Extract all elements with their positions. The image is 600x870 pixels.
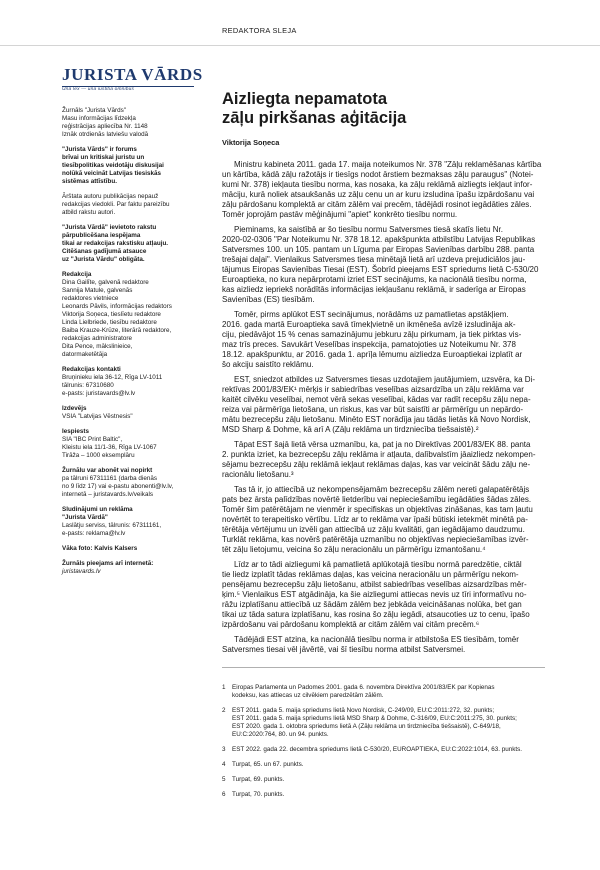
paragraph-line: ķim.⁵ Vienlaikus EST atgādināja, ka šie aizliegumi attiecas nevis uz tīri informatīvu no- xyxy=(222,590,527,599)
paragraph-line: un kārtība, kādā zāļu ražotājs ir tiesīgs nodot ārstiem bezmaksas zāļu paraugus" (Notei- xyxy=(222,170,534,179)
masthead-line: Izdevējs xyxy=(62,405,87,412)
masthead-line: Iespiests xyxy=(62,428,89,435)
footnote-line: EST 2011. gada 5. maija spriedums lietā MSD Sharp & Dohme, C-316/09, EU:C:2011:275, 30. punkts; xyxy=(232,715,517,722)
masthead-line: "Jurista Vārdā" xyxy=(62,514,108,521)
masthead-line: Masu informācijas līdzekļa xyxy=(62,115,136,122)
header-divider xyxy=(0,45,600,46)
paragraph-line: 18.12. apakšpunktu, ar 2016. gada 1. aprīļa lēmumu aizliedza Euroaptiekai izplatīt ar xyxy=(222,350,523,359)
footnote xyxy=(222,791,545,799)
masthead-line: Laslātju serviss, tālrunis: 67311161, xyxy=(62,522,162,529)
masthead-line: Vāka foto: Kalvis Kalsers xyxy=(62,545,138,552)
paragraph-line: Tomēr joprojām pastāv mēģinājumi "apiet" konkrēto tiesību normu. xyxy=(222,210,458,219)
masthead-line: redakcijas viedokli. Par faktu pareizību xyxy=(62,201,170,208)
footnote-line xyxy=(222,746,545,754)
masthead-block xyxy=(62,146,207,186)
masthead-line: Sludinājumi un reklāma xyxy=(62,506,133,513)
paragraph-line: maz trīs preces. Savukārt Veselības inspekcija, pamatojoties uz Noteikumu Nr. 378 xyxy=(222,340,516,349)
masthead-line: "Jurista Vārds" ir forums xyxy=(62,146,137,153)
paragraph-line: 2. punkta izriet, ka bezrecepšu zāļu reklāma ir atļauta, dalībvalstīm jāaizliedz nekompen- xyxy=(222,450,536,459)
footnote-number: 2 xyxy=(222,707,226,714)
article-paragraph xyxy=(222,160,545,220)
paragraph-line: rāžu izplatīšanu attiecībā uz šādām zālēm bez jebkāda veicināšanas nolūka, bet gan xyxy=(222,600,522,609)
paragraph-line: Savienības (ES) tiesībām. xyxy=(222,295,315,304)
article-paragraph xyxy=(222,310,545,370)
masthead-line: e-pasts: reklama@lv.lv xyxy=(62,530,126,537)
article-paragraph xyxy=(222,560,545,630)
footnote-text: Eiropas Parlamenta un Padomes 2001. gada 6. novembra Direktīva 2001/83/EK par Kopienas xyxy=(232,684,495,691)
masthead-line: pārpublicēšana iespējama xyxy=(62,232,141,239)
article-paragraph xyxy=(222,225,545,305)
footnote-number: 3 xyxy=(222,746,226,753)
masthead-line: Redakcijas kontakti xyxy=(62,366,121,373)
paragraph-line: 2016. gada martā Euroaptieka savā tīmekļvietnē un ikmēneša avīzē izsludināja ak- xyxy=(222,320,516,329)
masthead-line: sistēmas attīstību. xyxy=(62,178,117,185)
masthead-line: Sannija Matule, galvenās xyxy=(62,287,133,294)
article-paragraph xyxy=(222,440,545,480)
paragraph-line: tājumus Eiropas Savienības Tiesai (EST). Šobrīd pieejams EST spriedums lietā C-530/20 xyxy=(222,265,539,274)
paragraph-line: ciju, piedāvājot 15 % cenas samazinājumu jebkuru zāļu pirkumam, ja tiek pirktas vis- xyxy=(222,330,522,339)
masthead-line: Linda Lielbriede, tiesību redaktore xyxy=(62,319,157,326)
masthead-line: brīvai un kritiskai juristu un xyxy=(62,154,145,161)
paragraph-line: Tāpat EST šajā lietā vērsa uzmanību, ka, pat ja no Direktīvas 2001/83/EK 88. panta xyxy=(234,440,531,449)
masthead-line: Citēšanas gadījumā atsauce xyxy=(62,248,147,255)
paragraph-line: Euroaptieka, no kura nepārprotami izriet EST secinājums, ka nacionālā tiesību norma, xyxy=(222,275,527,284)
footnote-number: 1 xyxy=(222,684,226,691)
article-title-line: Aizliegta nepamatota xyxy=(222,90,388,108)
paragraph-line: Satversmes tiesai vēl jāvērtē, vai šī tiesību norma atbilst Satversmei. xyxy=(222,645,466,654)
masthead-line: Viktorija Soņeca, tieslīetu redaktore xyxy=(62,311,161,318)
footnote-number: 5 xyxy=(222,776,226,783)
masthead-line: Žurnāls "Jurista Vārds" xyxy=(62,107,126,114)
masthead-line: Leonards Pāvils, informācijas redaktors xyxy=(62,303,172,310)
paragraph-line: Tomēr, pirms aplūkot EST secinājumus, norādāms uz pamatlietas apstākļiem. xyxy=(234,310,509,319)
article-title-line: zāļu pirkšanas aģitācija xyxy=(222,109,407,127)
masthead-line: Redakcija xyxy=(62,271,92,278)
paragraph-line: Satversmes 100. un 105. pantam un Līguma par Eiropas Savienības darbību 288. panta xyxy=(222,245,535,254)
paragraph-line: māciju, kurā noliek atsaukšanās uz zāļu cenu un ar kuru izsludina īpašu izpārdošanu vai xyxy=(222,190,535,199)
paragraph-line: Turklāt reklāma, kas novērš patērētāja uzmanību no objektīvas nepieciešamības izvēr- xyxy=(222,535,529,544)
masthead-line: atbild rakstu autori. xyxy=(62,209,116,216)
footnote-text: EST 2011. gada 5. maija spriedums lietā Novo Nordisk, C-249/09, EU:C:2011:272, 32. punkts; xyxy=(232,707,495,714)
paragraph-line: pats bez ārsta palīdzības novērtē lietderību vai nepieciešamību iegādāties šādas zāles. xyxy=(222,495,532,504)
paragraph-line: kas aizliedz iepriekš norādītās informācijas iekļaušanu reklāmā, ir saderīga ar Eiropas xyxy=(222,285,526,294)
masthead-line: Bruņinieku iela 36-12, Rīga LV-1011 xyxy=(62,374,163,381)
masthead-line: Tirāža – 1000 eksemplāru xyxy=(62,452,135,459)
paragraph-line: sējamu bezrecepšu zāļu reklāmā iekļaut reklāmas daļas, kas var veicināt šādu zāļu ne- xyxy=(222,460,531,469)
paragraph-line: tērētāja vērtējumu un izvēli gan attiecībā uz zāļu kvalitāti, gan iegādājamo daudzumu. xyxy=(222,525,525,534)
footnote-divider xyxy=(222,667,545,668)
masthead-block xyxy=(62,405,207,421)
paragraph-line: 2020-02-0306 "Par Noteikumu Nr. 378 18.12. apakšpunkta atbilstību Latvijas Republikas xyxy=(222,235,536,244)
masthead-line: SIA "IBC Print Baltic", xyxy=(62,436,123,443)
paragraph-line: Tomēr šim patērētājam ne vienmēr ir specifiskas un objektīvas zināšanas, kas tam ļautu xyxy=(222,505,533,514)
masthead-line: VSIA "Latvijas Vēstnesis" xyxy=(62,413,133,420)
masthead-line: Iznāk otrdienās latviešu valodā xyxy=(62,131,149,138)
footnote-line xyxy=(222,761,545,769)
masthead-line: redaktores vietniece xyxy=(62,295,119,302)
paragraph-line: zāļu pārdošanu komplektā ar citām zālēm vai precēm, tādējādi rosinot iegādāties zāles. xyxy=(222,200,532,209)
footnote-line: kodeksu, kas attiecas uz cilvēkiem paredzētām zālēm. xyxy=(232,692,384,699)
masthead-line: Žurnāls pieejams arī internetā: xyxy=(62,560,154,567)
article-paragraph xyxy=(222,375,545,435)
footnote-line: EU:C:2020:764, 80. un 94. punkts. xyxy=(232,731,329,738)
paragraph-line: mātu bezrecepšu zāļu lietošanu. Minēto EST norādīja jau tādās lietās kā Novo Nordisk, xyxy=(222,415,531,424)
paragraph-line: tie liedz izplatīt tādas reklāmas daļas, kas veicina neracionālu un pārmērīgu nekom- xyxy=(222,570,519,579)
footnotes xyxy=(222,684,545,799)
masthead-line: juristavards.lv xyxy=(62,568,101,575)
footnote-line xyxy=(222,776,545,784)
footnote-number: 6 xyxy=(222,791,226,798)
masthead-line: tikai ar redakcijas rakstisku atļauju. xyxy=(62,240,169,247)
paragraph-line: Ministru kabineta 2011. gada 17. maija noteikumos Nr. 378 "Zāļu reklamēšanas kārtība xyxy=(234,160,542,169)
masthead-block xyxy=(62,428,207,460)
article-paragraph xyxy=(222,485,545,555)
masthead-line: pa tālruni 67311161 (darba dienās xyxy=(62,475,157,482)
journal-logo xyxy=(62,66,207,93)
footnote-line xyxy=(222,791,545,799)
article-body xyxy=(222,160,545,655)
article xyxy=(222,90,545,806)
masthead-info xyxy=(62,107,207,576)
masthead-sidebar xyxy=(62,66,207,576)
paragraph-line: reiza vai pārmērīga lietošana, un riskus, kas var būt saistīti ar pārmērīgu un nepārdo- xyxy=(222,405,524,414)
masthead-line: internetā – juristavards.lv/veikals xyxy=(62,491,153,498)
footnote xyxy=(222,746,545,754)
paragraph-line: Līdz ar to tādi aizliegumi kā pamatlietā aplūkotajā tiesību normā paredzētie, ciktāl xyxy=(234,560,522,569)
masthead-line: Kleistu iela 11/1-36, Rīga LV-1067 xyxy=(62,444,157,451)
footnote xyxy=(222,761,545,769)
paragraph-line: pensējamu bezrecepšu zāļu lietošanu, atbilst sabiedrības veselības aizsardzības mēr- xyxy=(222,580,527,589)
masthead-block xyxy=(62,107,207,139)
paragraph-line: izpārdošanu vai pārdošanu komplektā ar citām zālēm vai citām precēm.⁶ xyxy=(222,620,480,629)
masthead-block xyxy=(62,467,207,499)
footnote-text: EST 2022. gada 22. decembra spriedums lietā C-530/20, EUROAPTIEKA, EU:C:2022:1014, 63. punkts. xyxy=(232,746,523,753)
article-title xyxy=(222,90,545,128)
masthead-line: Dita Pence, mākslinieice, xyxy=(62,343,133,350)
footnote-text: Turpat, 69. punkts. xyxy=(232,776,285,783)
masthead-line: Baiba Krauze-Krūze, literārā redaktore, xyxy=(62,327,172,334)
article-paragraph xyxy=(222,635,545,655)
masthead-line: tālrunis: 67310680 xyxy=(62,382,114,389)
masthead-line: no 9 līdz 17) vai e-pastu abonenti@lv.lv, xyxy=(62,483,174,490)
masthead-line: Ārštata autoru publikācijas nepauž xyxy=(62,193,159,200)
paragraph-line: MSD Sharp & Dohme, kā arī A (Zāļu reklāma un tirdzniecība tiešsaistē).² xyxy=(222,425,479,434)
masthead-line: Žurnālu var abonēt vai nopirkt xyxy=(62,467,153,474)
footnote xyxy=(222,776,545,784)
logo-wordmark: JURISTA VĀRDS xyxy=(62,65,203,84)
paragraph-line: trešajai daļai". Vienlaikus Satversmes tiesa minētajā lietā arī uzdeva prejudiciālos jau- xyxy=(222,255,526,264)
masthead-line: uz "Jurista Vārdu" obligāta. xyxy=(62,256,145,263)
paragraph-line: tikai uz tāda satura izplatīšanu, kas rosina šo zāļu iegādi, atsaucoties uz to cenu, īpašo xyxy=(222,610,530,619)
masthead-line: Dina Gailīte, galvenā redaktore xyxy=(62,279,149,286)
footnote xyxy=(222,707,545,739)
masthead-block xyxy=(62,224,207,264)
footnote xyxy=(222,684,545,700)
masthead-line: "Jurista Vārdā" ievietoto rakstu xyxy=(62,224,157,231)
footnote-line xyxy=(222,684,545,692)
footnote-line: EST 2020. gada 1. oktobra spriedums lietā A (Zāļu reklāma un tirdzniecība tiešsaistē), C-649/18, xyxy=(232,723,501,730)
paragraph-line: šo akciju saistīto reklāmu. xyxy=(222,360,314,369)
paragraph-line: Pieminams, ka saistībā ar šo tiesību normu Satversmes tiesā skatīs lietu Nr. xyxy=(234,225,503,234)
masthead-block xyxy=(62,271,207,359)
masthead-line: e-pasts: juristavards@lv.lv xyxy=(62,390,136,397)
article-author: Viktorija Soņeca xyxy=(222,138,280,147)
masthead-line: tiesībpolitikas veidotāju diskusijai xyxy=(62,162,164,169)
footnote-text: Turpat, 70. punkts. xyxy=(232,791,285,798)
paragraph-line: Tādējādi EST atzina, ka nacionālā tiesību norma ir atbilstoša ES tiesībām, tomēr xyxy=(234,635,519,644)
masthead-line: redakcijas administratore xyxy=(62,335,132,342)
masthead-line: nolūkā veicināt Latvijas tiesiskās xyxy=(62,170,162,177)
page-header xyxy=(0,0,600,46)
masthead-block xyxy=(62,193,207,217)
paragraph-line: kumi Nr. 378) iekļauta tiesību norma, kas nosaka, ka zāļu reklāmā aizliegts iekļaut infor- xyxy=(222,180,533,189)
paragraph-line: racionālu lietošanu.³ xyxy=(222,470,294,479)
masthead-block xyxy=(62,366,207,398)
footnote-text: Turpat, 65. un 67. punkts. xyxy=(232,761,304,768)
paragraph-line: tēt zāļu lietojumu, veicina šo zāļu neracionālu un pārmērīgu izmantošanu.⁴ xyxy=(222,545,486,554)
footnote-line xyxy=(222,707,545,715)
masthead-line: reģistrācijas apliecība Nr. 1148 xyxy=(62,123,148,130)
paragraph-line: Tas tā ir, jo attiecībā uz nekompensējamām bezrecepšu zālēm nereti galapatērētājs xyxy=(234,485,530,494)
paragraph-line: kaitēt cilvēku veselībai, nemot vērā sekas veselībai, kādas var radīt recepšu zāļu nepa- xyxy=(222,395,531,404)
paragraph-line: rektīvas 2001/83/EK¹ mērķis ir sabiedrības veselības aizsardzība un zāļu reklāma var xyxy=(222,385,524,394)
logo-tagline: Una lex — una iustitia omnibus xyxy=(62,87,135,92)
section-label: REDAKTORA SLEJA xyxy=(222,26,297,35)
masthead-block xyxy=(62,560,207,576)
masthead-line: datormaketētāja xyxy=(62,351,108,358)
masthead-block xyxy=(62,545,207,553)
paragraph-line: novērtēt to terapeitisko vērtību. Līdz ar to reklāma var īpaši būtiski ietekmēt minētā pa- xyxy=(222,515,528,524)
masthead-block xyxy=(62,506,207,538)
paragraph-line: EST, sniedzot atbildes uz Satversmes tiesas uzdotajiem jautājumiem, uzsvēra, ka Di- xyxy=(234,375,536,384)
footnote-number: 4 xyxy=(222,761,226,768)
